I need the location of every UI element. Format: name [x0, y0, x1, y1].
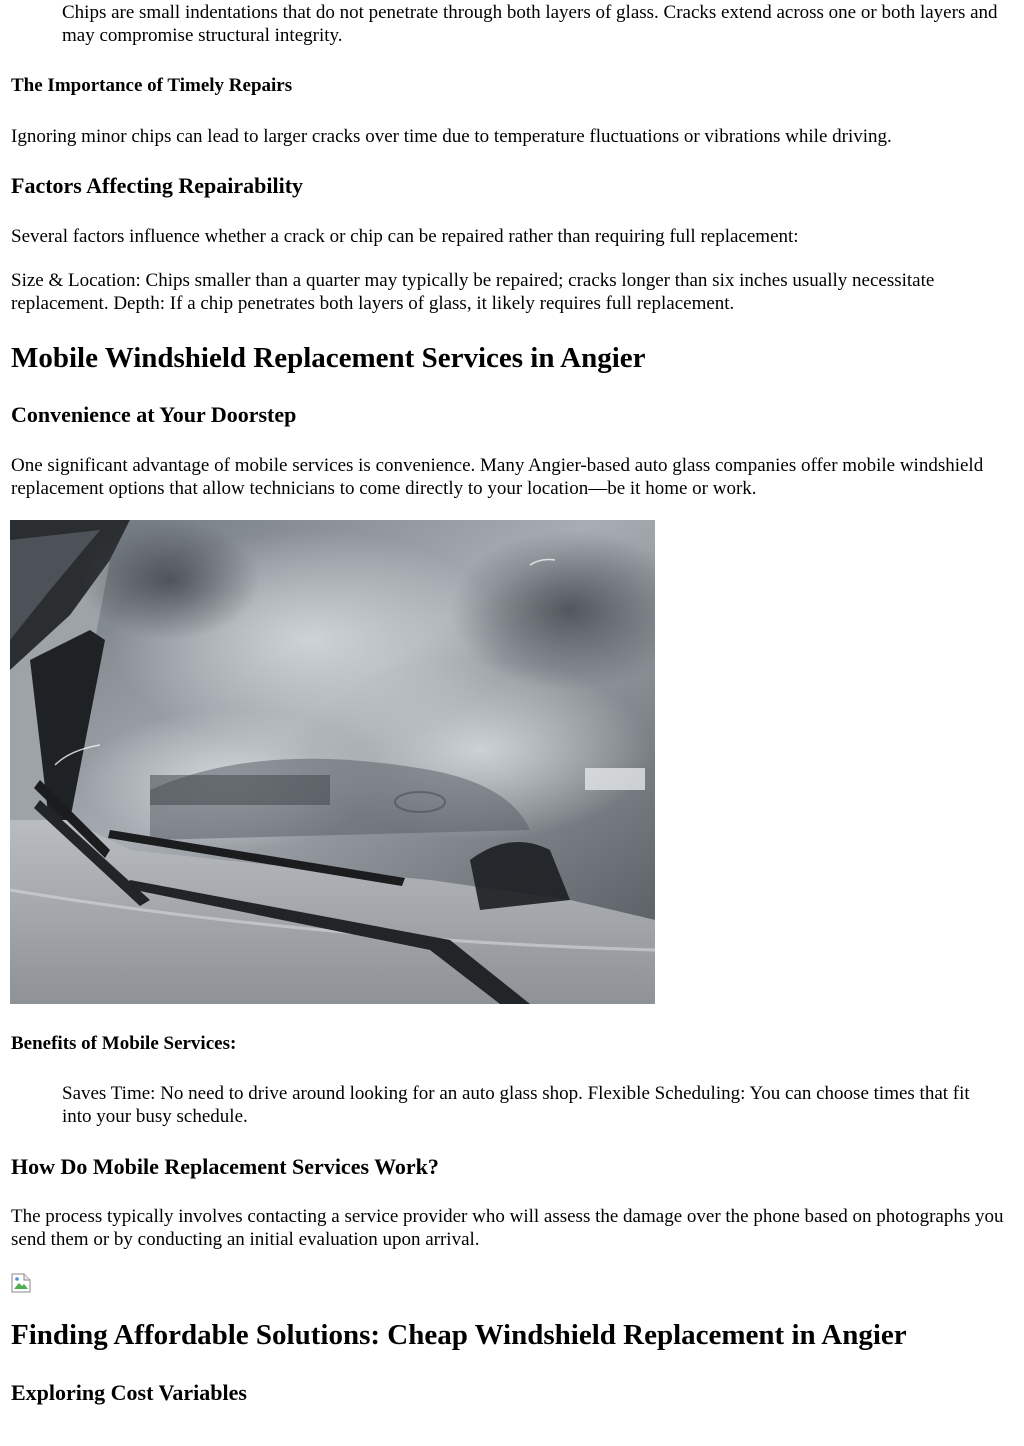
benefits-text: Saves Time: No need to drive around looking for an auto glass shop. Flexible Scheduling: You can choose times that fit into your busy schedule.	[62, 1083, 970, 1127]
repairability-heading: Factors Affecting Repairability	[11, 173, 304, 198]
convenience-heading: Convenience at Your Doorstep	[11, 402, 297, 427]
timely-repairs-text: Ignoring minor chips can lead to larger cracks over time due to temperature fluctuations or vibrations while driving.	[11, 126, 892, 147]
how-it-works-heading: How Do Mobile Replacement Services Work?	[11, 1154, 439, 1179]
broken-image-icon	[11, 1273, 31, 1293]
affordable-section-heading: Finding Affordable Solutions: Cheap Windshield Replacement in Angier	[11, 1319, 907, 1351]
repairability-intro: Several factors influence whether a crack or chip can be repaired rather than requiring full replacement:	[11, 226, 799, 247]
how-it-works-text: The process typically involves contacting a service provider who will assess the damage over the phone based on photographs you send them or by conducting an initial evaluation upon arrival.	[11, 1206, 1004, 1250]
benefits-heading: Benefits of Mobile Services:	[11, 1033, 237, 1054]
windshield-photo	[10, 520, 655, 1004]
convenience-text: One significant advantage of mobile services is convenience. Many Angier-based auto glass companies offer mobile windshield replacement options that allow technicians to come directly to your location—be it home or work.	[11, 455, 984, 499]
intro-blockquote: Chips are small indentations that do not penetrate through both layers of glass. Cracks extend across one or both layers and may compromise structural integrity.	[62, 2, 998, 46]
cost-variables-heading: Exploring Cost Variables	[11, 1380, 247, 1405]
repairability-details: Size & Location: Chips smaller than a quarter may typically be repaired; cracks longer than six inches usually necessitate replacement. Depth: If a chip penetrates both layers of glass, it likely requires full replacement.	[11, 270, 935, 314]
timely-repairs-heading: The Importance of Timely Repairs	[11, 75, 293, 96]
mobile-section-heading: Mobile Windshield Replacement Services in Angier	[11, 342, 646, 374]
